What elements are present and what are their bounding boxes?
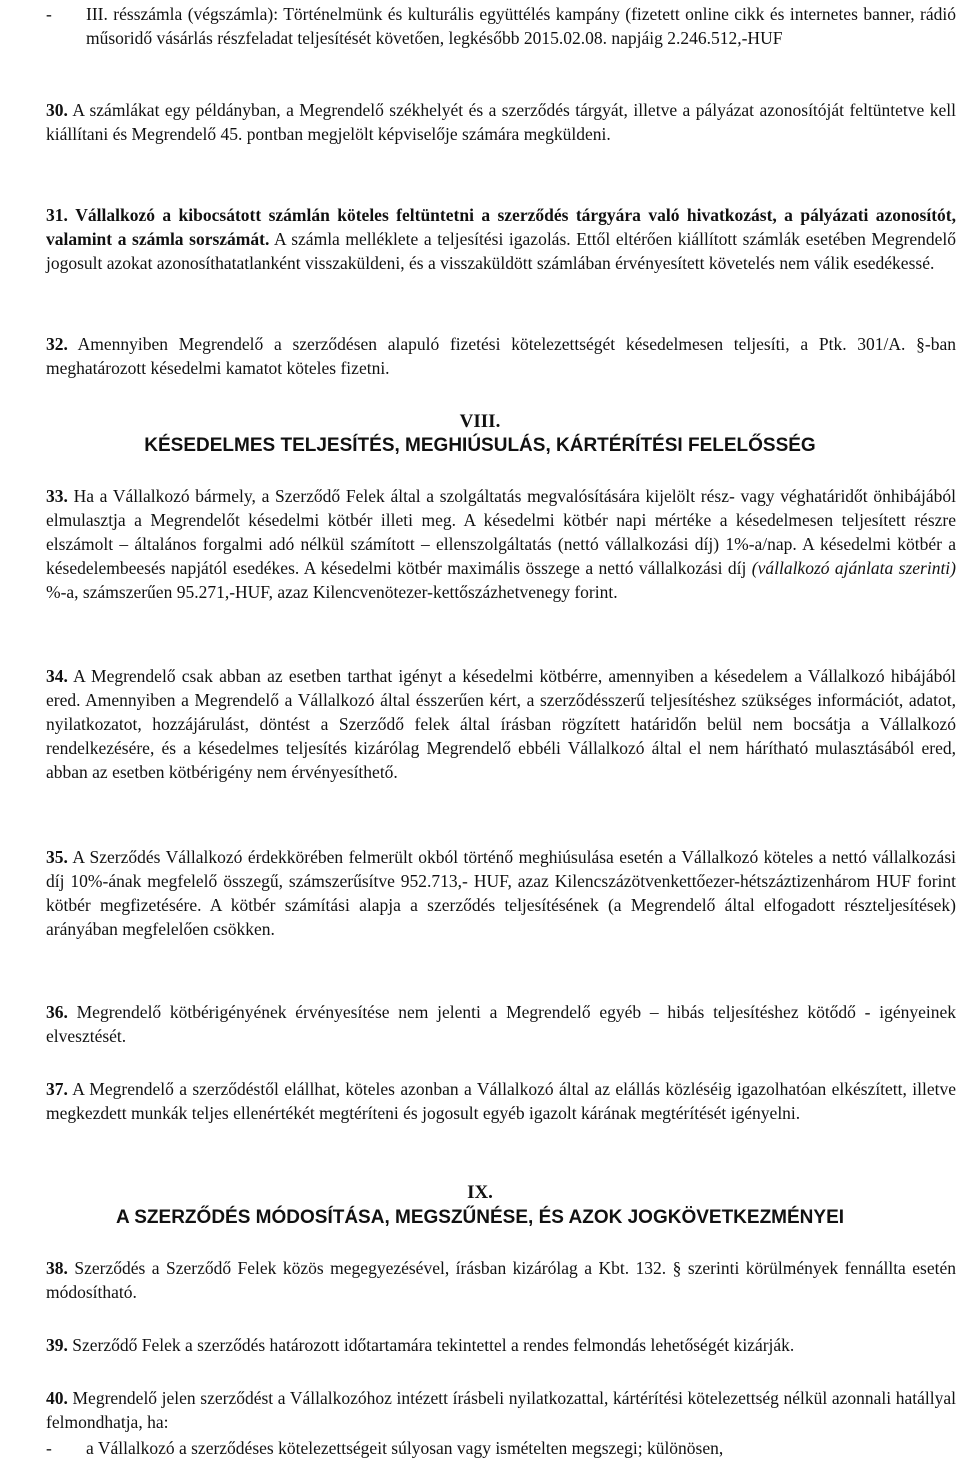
- paragraph-text: A számla melléklete a teljesítési igazolás. Ettől eltérően kiállított számlák esetében Megrendelő jogosult azokat azonosíthatatlanként visszaküldeni, és a visszaküldött számlában érvényesített követelés nem válik esedékessé.: [46, 229, 956, 273]
- paragraph-number: 37.: [46, 1079, 68, 1099]
- paragraph-30: [46, 98, 956, 146]
- list-dash: -: [46, 4, 52, 24]
- paragraph-italic-text: (vállalkozó ajánlata szerinti): [751, 558, 957, 578]
- paragraph-number: 36.: [46, 1002, 68, 1022]
- paragraph-37: [46, 1077, 956, 1125]
- paragraph-bold-text: Vállalkozó a kibocsátott számlán köteles feltüntetni a szerződés tárgyára való hivatkozást, a pályázati azonosítót, valamint a számla sorszámát.: [46, 205, 956, 249]
- paragraph-text: A Szerződés Vállalkozó érdekkörében felmerült okból történő meghiúsulása esetén a Vállalkozó köteles a nettó vállalkozási díj 10%-ának megfelelő összegű, számszerűsítve 952.713,- HUF, azaz Kilencszázötvenkettőezer-hétszáztizenhárom HUF forint kötbér megfizetésére. A kötbér számítási alapja a szerződés teljesítésének (a Megrendelő által elfogadott részteljesítések) arányában megfelelően csökken.: [46, 847, 956, 939]
- paragraph-text: A Megrendelő csak abban az esetben tarthat igényt a késedelmi kötbérre, amennyiben a késedelem a Vállalkozó hibájából ered. Amennyiben a Megrendelő a Vállalkozó által ésszerűen kért, a szerződésszerű teljesítéshez szükséges információt, adatot, nyilatkozatot, hozzájárulást, döntést a Szerződő felek által írásban rögzített határidőn belül nem bocsátja a Vállalkozó rendelkezésére, és a késedelmes teljesítés kizárólag Megrendelő ebbéli Vállalkozó által el nem hárítható mulasztásából ered, abban az esetben kötbérigény nem érvényesíthető.: [46, 666, 956, 782]
- section-number: IX.: [467, 1182, 493, 1203]
- paragraph-38: [46, 1256, 956, 1304]
- list-item-text: III. résszámla (végszámla): Történelmünk és kulturális együttélés kampány (fizetett online cikk és internetes banner, rádió műsoridő vásárlás részfeladat teljesítését követően, legkésőbb 2015.02.08. napjáig 2.246.512,-HUF: [86, 4, 956, 48]
- paragraph-number: 30.: [46, 100, 68, 120]
- paragraph-number: 32.: [46, 334, 68, 354]
- paragraph-number: 39.: [46, 1335, 68, 1355]
- section-title: KÉSEDELMES TELJESÍTÉS, MEGHIÚSULÁS, KÁRTÉRÍTÉSI FELELŐSSÉG: [144, 435, 816, 456]
- paragraph-31: [46, 203, 956, 275]
- paragraph-number: 34.: [46, 666, 68, 686]
- list-item-violation: [46, 1436, 956, 1460]
- paragraph-40: [46, 1386, 956, 1434]
- paragraph-number: 40.: [46, 1388, 68, 1408]
- section-number: VIII.: [459, 411, 501, 432]
- paragraph-text: Szerződés a Szerződő Felek közös megegyezésével, írásban kizárólag a Kbt. 132. § szerinti körülmények fennállta esetén módosítható.: [46, 1258, 957, 1302]
- paragraph-text: A Megrendelő a szerződéstől elállhat, köteles azonban a Vállalkozó által az elállás közléséig igazolhatóan elkészített, illetve megkezdett munkák teljes ellenértékét megtéríteni és jogosult egyéb igazolt kárának megtérítését igényelni.: [46, 1079, 956, 1123]
- list-item-text: a Vállalkozó a szerződéses kötelezettségeit súlyosan vagy ismételten megszegi; különösen,: [86, 1438, 724, 1458]
- paragraph-text: Ha a Vállalkozó bármely, a Szerződő Felek által a szolgáltatás megvalósítására kijelölt rész- vagy véghatáridőt önhibájából elmulasztja a Megrendelőt késedelmi kötbér illeti meg. A késedelmi kötbér napi mértéke a késedelmesen teljesített részre elszámolt – általános forgalmi adó nélkül számított – ellenszolgáltatás (nettó vállalkozási díj) 1%-a/nap. A késedelmi kötbér a késedelembeesés napjától esedékes. A késedelmi kötbér maximális összege a nettó vállalkozási díj: [46, 486, 956, 578]
- paragraph-39: [46, 1333, 956, 1357]
- paragraph-35: [46, 845, 956, 941]
- paragraph-text: Szerződő Felek a szerződés határozott időtartamára tekintettel a rendes felmondás lehetőségét kizárják.: [72, 1335, 795, 1355]
- paragraph-text: Amennyiben Megrendelő a szerződésen alapuló fizetési kötelezettségét késedelmesen teljesíti, a Ptk. 301/A. §-ban meghatározott késedelmi kamatot köteles fizetni.: [46, 334, 956, 378]
- paragraph-text: Megrendelő jelen szerződést a Vállalkozóhoz intézett írásbeli nyilatkozattal, kártérítési kötelezettség nélkül azonnali hatállyal felmondhatja, ha:: [46, 1388, 957, 1432]
- list-dash: -: [46, 1438, 52, 1458]
- paragraph-34: [46, 664, 956, 784]
- paragraph-33: [46, 484, 956, 604]
- paragraph-text: Megrendelő kötbérigényének érvényesítése nem jelenti a Megrendelő egyéb – hibás teljesítéshez kötődő - igényeinek elvesztését.: [46, 1002, 957, 1046]
- section-title: A SZERZŐDÉS MÓDOSÍTÁSA, MEGSZŰNÉSE, ÉS AZOK JOGKÖVETKEZMÉNYEI: [115, 1207, 845, 1228]
- paragraph-32: [46, 332, 956, 380]
- paragraph-36: [46, 1000, 956, 1048]
- list-item-invoice-iii: [46, 2, 956, 50]
- paragraph-number: 33.: [46, 486, 68, 506]
- paragraph-number: 35.: [46, 847, 68, 867]
- paragraph-number: 38.: [46, 1258, 68, 1278]
- paragraph-text-cont: %-a, számszerűen 95.271,-HUF, azaz Kilencvenötezer-kettőszázhetvenegy forint.: [46, 582, 618, 602]
- paragraph-text: A számlákat egy példányban, a Megrendelő székhelyét és a szerződés tárgyát, illetve a pályázat azonosítóját feltüntetve kell kiállítani és Megrendelő 45. pontban megjelölt képviselője számára megküldeni.: [46, 100, 956, 144]
- paragraph-number: 31.: [46, 205, 68, 225]
